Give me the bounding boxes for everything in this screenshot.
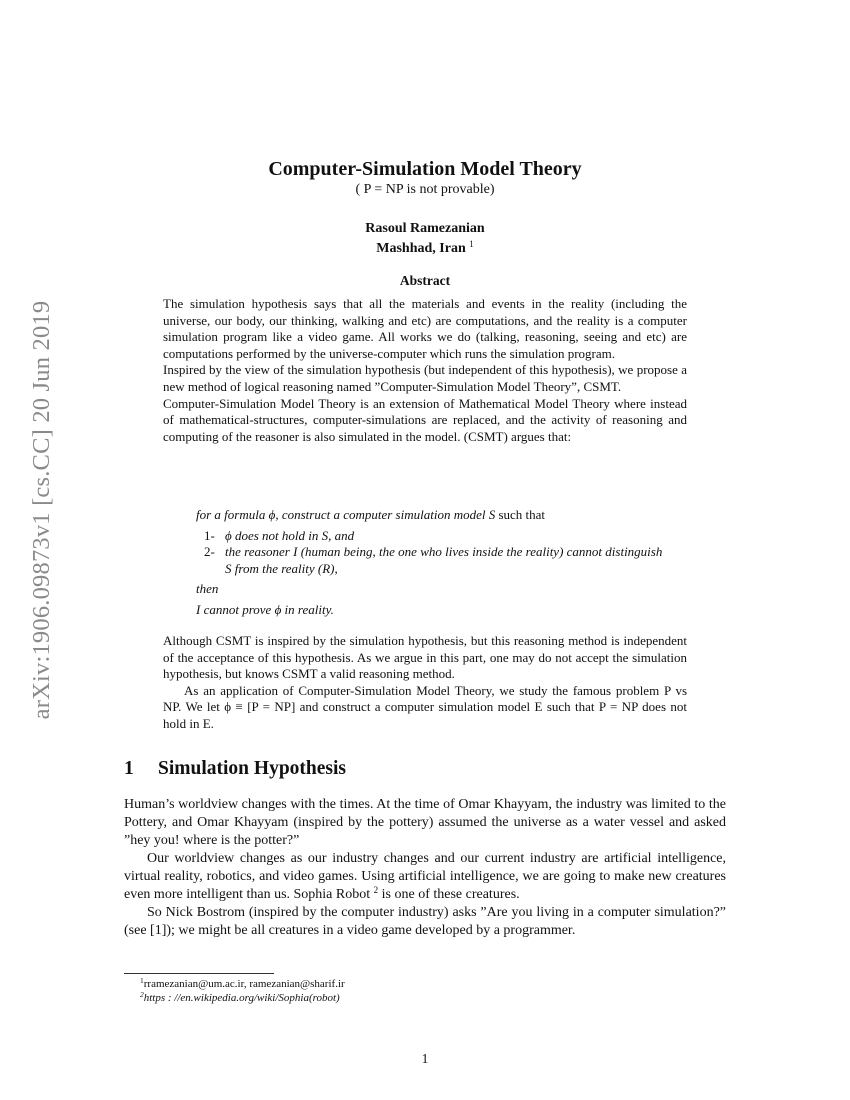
affiliation-footnote-mark: 1 [469,239,474,249]
claim-then: then [196,581,219,597]
abstract-paragraph-2: Inspired by the view of the simulation hypothesis (but independent of this hypothesis), we propose a new method of logical reasoning named ”Computer-Simulation Model Theory”, CSMT. [163,362,687,394]
author-name: Rasoul Ramezanian [365,221,485,236]
abstract-heading: Abstract [399,273,451,288]
footnote-mark-2: 2 [373,885,379,895]
footnote-2-mark: 2 [140,990,144,999]
abstract-paragraph-4: Although CSMT is inspired by the simulation hypothesis, but this reasoning method is independent of the acceptance of this hypothesis. As we argue in this part, one may do not accept the simulation hypothesis, but knows CSMT a valid reasoning method. [163,633,687,682]
footnote-1-text: rramezanian@um.ac.ir, ramezanian@sharif.ir [143,978,345,990]
affiliation-text: Mashhad, Iran [376,241,466,256]
paper-title: Computer-Simulation Model Theory [268,158,582,180]
footnote-separator [124,973,274,974]
footnotes [140,977,345,1005]
claim-item-2-text: the reasoner I (human being, the one who lives inside the reality) cannot distinguish S from the reality (R), [225,544,663,576]
claim-item-2 [196,544,666,577]
footnote-2-text: https : //en.wikipedia.org/wiki/Sophia(robot) [143,992,340,1004]
footnote-2 [140,991,345,1005]
section-number: 1 [124,758,134,779]
abstract-paragraph-5: As an application of Computer-Simulation Model Theory, we study the famous problem P vs NP. We let ϕ ≡ [P = NP] and construct a computer simulation model E such that P = NP does not hold in E. [163,682,687,731]
body-paragraph-2-text-a: Our worldview changes as our industry changes and our current industry are artificial intelligence, virtual reality, robotics, and video games. Using artificial intelligence, we are going to make new creatures even more intelligent than us. Sophia Robot [124,851,726,902]
section-title: Simulation Hypothesis [158,758,347,779]
abstract-body-continued [163,633,687,733]
abstract-paragraph-3: Computer-Simulation Model Theory is an extension of Mathematical Model Theory where instead of mathematical-structures, computer-simulations are replaced, and the activity of reasoning and computing of the reasoner is also simulated in the model. (CSMT) argues that: [163,395,687,444]
claim-item-1-number: 1- [204,527,215,543]
page-number: 1 [421,1051,429,1066]
body-paragraph-2 [124,850,726,904]
section-heading [124,758,346,780]
claim-item-1 [196,528,666,545]
arxiv-identifier: arXiv:1906.09873v1 [cs.CC] 20 Jun 2019 [28,300,55,720]
claim-item-2-number: 2- [204,544,215,560]
body-paragraph-2-text-b: is one of these creatures. [378,887,520,902]
csmt-claim-block [196,507,666,619]
abstract-paragraph-1: The simulation hypothesis says that all the materials and events in the reality (including the universe, our body, our thinking, walking and etc) are computations, and the reality is a computer simulation program like a video game. All works we do (talking, reasoning, seeing and etc) are computations performed by the universe-computer which runs the simulation program. [163,296,687,361]
claim-conclusion: I cannot prove ϕ in reality. [196,601,334,617]
footnote-1 [140,977,345,991]
author-affiliation [0,239,850,257]
section-body [124,796,726,940]
claim-premise-italic: for a formula ϕ, construct a computer simulation model S [196,507,496,522]
footnote-1-mark: 1 [140,976,144,985]
claim-item-1-text: ϕ does not hold in S, and [225,527,355,543]
abstract-body [163,296,687,445]
paper-subtitle: ( P = NP is not provable) [355,182,495,197]
arxiv-sidebar-stamp [26,268,58,752]
claim-premise [196,507,666,524]
claim-premise-tail: such that [495,507,546,522]
body-paragraph-3: So Nick Bostrom (inspired by the computer industry) asks ”Are you living in a computer simulation?” (see [1]); we might be all creatures in a video game developed by a programmer. [124,905,726,938]
body-paragraph-1: Human’s worldview changes with the times. At the time of Omar Khayyam, the industry was limited to the Pottery, and Omar Khayyam (inspired by the pottery) assumed the universe as a water vessel and asked ”hey you! where is the potter?” [124,797,726,848]
